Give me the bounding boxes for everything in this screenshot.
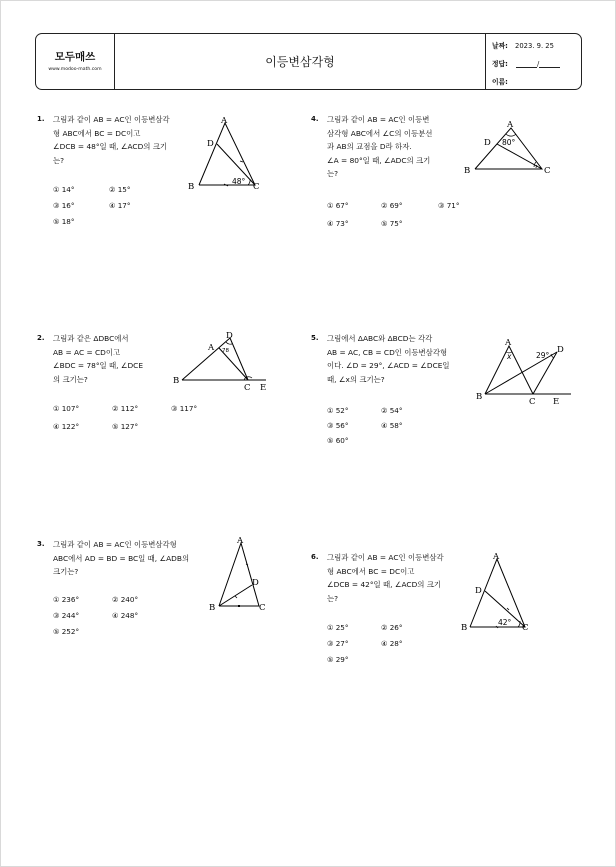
choice-4[interactable]: ④ 17° (109, 201, 131, 210)
date-label: 날짜: (492, 42, 508, 50)
label-b: B (209, 603, 216, 613)
question-stem: 그림과 같은 ΔDBC에서 AB = AC = CD이고 ∠BDC = 78°일 때, ∠DCE 의 크기는? (53, 334, 144, 384)
label-c: C (529, 397, 536, 407)
question-2 (37, 332, 198, 452)
choice-5[interactable]: ⑤ 18° (53, 217, 75, 226)
question-stem: 그림과 같이 AB = AC인 이등변 삼각형 ABC에서 ∠C의 이등분선 과 AB의 교점을 D라 하자. ∠A = 80°일 때, ∠ADC의 크기 는? (327, 115, 433, 178)
figure-q2 (170, 330, 275, 392)
choice-3[interactable]: ③ 16° (53, 201, 75, 210)
name-label: 이름: (492, 78, 508, 86)
question-stem: 그림과 같이 AB = AC인 이등변삼각 형 ABC에서 BC = DC이고 ∠DCB = 42°일 때, ∠ACD의 크기 는? (327, 553, 444, 603)
angle-label: 80° (502, 138, 516, 147)
label-c: C (253, 182, 260, 192)
brand-site: www.modoo-math.com (48, 67, 102, 72)
name-row (492, 76, 508, 86)
answer-label: 정답: (492, 60, 508, 68)
choice-5[interactable]: ⑤ 252° (53, 627, 80, 636)
figure-q4 (460, 118, 560, 180)
brand-logo: 모두매쓰 (54, 51, 96, 63)
choice-3[interactable]: ③ 27° (327, 639, 349, 648)
label-e: E (260, 383, 267, 392)
choice-3[interactable]: ③ 117° (171, 404, 198, 413)
choice-1[interactable]: ① 107° (53, 404, 80, 413)
angle-label: 48° (232, 177, 246, 186)
choice-5[interactable]: ⑤ 127° (112, 422, 139, 431)
question-3 (37, 538, 217, 658)
figure-q5 (475, 336, 575, 408)
choice-1[interactable]: ① 14° (53, 185, 75, 194)
label-a: A (493, 552, 500, 562)
question-1 (37, 113, 187, 233)
date-value: 2023. 9. 25 (515, 42, 554, 50)
label-d: D (226, 331, 233, 341)
choice-2[interactable]: ② 15° (109, 185, 131, 194)
question-stem: 그림에서 ΔABC와 ΔBCD는 각각 AB = AC, CB = CD인 이등변삼각형 이다. ∠D = 29°, ∠ACD = ∠DCE일 때, ∠x의 크기는? (327, 334, 450, 384)
meta-box (485, 34, 581, 89)
question-4 (311, 113, 471, 233)
figure-q3 (205, 534, 275, 616)
choice-1[interactable]: ① 67° (327, 201, 349, 210)
label-d: D (475, 586, 482, 596)
angle-label: 29° (536, 351, 550, 360)
choice-2[interactable]: ② 69° (381, 201, 403, 210)
choice-4[interactable]: ④ 248° (112, 611, 139, 620)
choice-4[interactable]: ④ 73° (327, 219, 349, 228)
label-e: E (553, 397, 560, 407)
choice-5[interactable]: ⑤ 29° (327, 655, 349, 664)
answer-row (492, 58, 560, 68)
choice-4[interactable]: ④ 58° (381, 421, 403, 430)
label-b: B (476, 392, 483, 402)
label-a: A (237, 536, 244, 546)
question-5 (311, 332, 481, 452)
question-number: 4. (311, 115, 319, 123)
label-c: C (544, 166, 551, 176)
segment-cd (497, 144, 542, 169)
question-6 (311, 551, 471, 671)
angle-x-label: x (507, 352, 512, 361)
question-number: 1. (37, 115, 45, 123)
figure-q1 (185, 113, 265, 195)
label-a: A (221, 116, 228, 126)
answer-blank-2[interactable] (539, 60, 560, 68)
label-d: D (484, 138, 491, 148)
question-stem: 그림과 같이 AB = AC인 이등변삼각형 ABC에서 AD = BD = BC일 때, ∠ADB의 크기는? (53, 540, 190, 576)
label-c: C (522, 623, 529, 633)
worksheet-header (35, 33, 582, 90)
label-a: A (505, 338, 512, 348)
angle-label: 78 (222, 348, 229, 354)
brand-box (36, 34, 115, 89)
choice-3[interactable]: ③ 56° (327, 421, 349, 430)
choice-2[interactable]: ② 112° (112, 404, 139, 413)
answer-separator: / (537, 60, 540, 68)
label-b: B (173, 376, 180, 386)
question-number: 6. (311, 553, 319, 561)
date-row (492, 40, 554, 50)
choice-2[interactable]: ② 54° (381, 406, 403, 415)
label-b: B (464, 166, 471, 176)
label-a: A (507, 120, 514, 130)
choice-3[interactable]: ③ 244° (53, 611, 80, 620)
label-d: D (252, 578, 259, 588)
label-b: B (461, 623, 468, 633)
answer-blank-1[interactable] (516, 60, 540, 68)
label-b: B (188, 182, 195, 192)
question-number: 5. (311, 334, 319, 342)
choice-1[interactable]: ① 25° (327, 623, 349, 632)
figure-q6 (458, 551, 538, 633)
question-number: 3. (37, 540, 45, 548)
choice-5[interactable]: ⑤ 75° (381, 219, 403, 228)
choice-4[interactable]: ④ 28° (381, 639, 403, 648)
question-stem: 그림과 같이 AB = AC인 이등변삼각 형 ABC에서 BC = DC이고 ∠DCB = 48°일 때, ∠ACD의 크기 는? (53, 115, 170, 165)
label-d: D (207, 139, 214, 149)
question-number: 2. (37, 334, 45, 342)
choice-4[interactable]: ④ 122° (53, 422, 80, 431)
choice-5[interactable]: ⑤ 60° (327, 436, 349, 445)
segment-bd (182, 338, 230, 380)
choice-2[interactable]: ② 26° (381, 623, 403, 632)
choice-1[interactable]: ① 52° (327, 406, 349, 415)
label-c: C (244, 383, 251, 392)
segment-dc (230, 338, 248, 380)
choice-1[interactable]: ① 236° (53, 595, 80, 604)
choice-2[interactable]: ② 240° (112, 595, 139, 604)
page-title: 이등변삼각형 (265, 55, 335, 69)
label-d: D (557, 345, 564, 355)
segment-bd (219, 585, 252, 606)
triangle-abc (219, 543, 259, 606)
label-a: A (208, 343, 215, 353)
label-c: C (259, 603, 266, 613)
choice-3[interactable]: ③ 71° (438, 201, 460, 210)
angle-label: 42° (498, 618, 512, 627)
